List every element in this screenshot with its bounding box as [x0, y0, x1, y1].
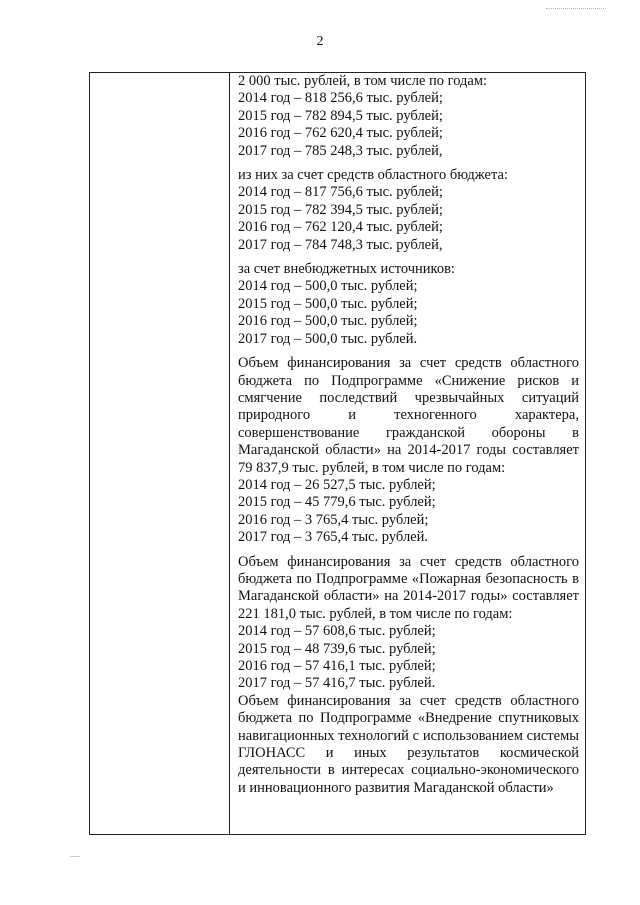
year-line: 2015 год – 48 739,6 тыс. рублей; — [238, 640, 436, 657]
year-line: 2015 год – 782 394,5 тыс. рублей; — [238, 201, 443, 218]
year-line: 2016 год – 762 620,4 тыс. рублей; — [238, 125, 443, 142]
text-line: за счет внебюджетных источников: — [238, 261, 455, 278]
year-line: 2014 год – 818 256,6 тыс. рублей; — [238, 90, 443, 107]
year-line: 2017 год – 500,0 тыс. рублей. — [238, 330, 418, 347]
year-line: 2015 год – 500,0 тыс. рублей; — [238, 295, 418, 312]
year-line: 2017 год – 784 748,3 тыс. рублей, — [238, 236, 443, 253]
year-line: 2016 год – 762 120,4 тыс. рублей; — [238, 219, 443, 236]
year-line: 2014 год – 500,0 тыс. рублей; — [238, 278, 418, 295]
year-line: 2014 год – 817 756,6 тыс. рублей; — [238, 184, 443, 201]
year-line: 2017 год – 3 765,4 тыс. рублей. — [238, 529, 429, 546]
document-table — [89, 72, 586, 835]
year-line: 2014 год – 57 608,6 тыс. рублей; — [238, 623, 436, 640]
subprogram-paragraph: Объем финансирования за счет средств областного бюджета по Подпрограмме «Пожарная безопасность в Магаданской области» на 2014-2017 годы» составляет 221 181,0 тыс. рублей, в том числе по годам: — [238, 553, 579, 622]
year-line: 2016 год – 3 765,4 тыс. рублей; — [238, 511, 429, 528]
year-line: 2015 год – 45 779,6 тыс. рублей; — [238, 494, 436, 511]
text-line: 2 000 тыс. рублей, в том числе по годам: — [238, 73, 488, 89]
glonass-subprogram-block — [238, 693, 579, 797]
page-number: 2 — [316, 34, 324, 49]
emergency-subprogram-block — [238, 355, 579, 546]
year-line: 2016 год – 57 416,1 тыс. рублей; — [238, 658, 436, 674]
extrabudgetary-block — [238, 261, 579, 348]
column-divider — [229, 73, 230, 834]
table-right-cell — [238, 73, 579, 797]
year-line: 2017 год – 785 248,3 тыс. рублей, — [238, 142, 443, 159]
year-line: 2016 год – 500,0 тыс. рублей; — [238, 313, 418, 330]
year-line: 2017 год – 57 416,7 тыс. рублей. — [238, 675, 436, 692]
regional-budget-block — [238, 167, 579, 254]
text-line: из них за счет средств областного бюджета: — [238, 167, 508, 184]
total-funding-block — [238, 73, 579, 160]
scan-artifact — [70, 856, 80, 858]
year-line: 2015 год – 782 894,5 тыс. рублей; — [238, 107, 443, 124]
subprogram-paragraph: Объем финансирования за счет средств областного бюджета по Подпрограмме «Внедрение спутниковых навигационных технологий с использованием системы ГЛОНАСС и иных результатов космической деятельности в интересах социально-экономического и инновационного развития Магаданской области» — [238, 692, 579, 796]
subprogram-paragraph: Объем финансирования за счет средств областного бюджета по Подпрограмме «Снижение рисков и смягчение последствий чрезвычайных ситуаций природного и техногенного характера, совершенствование гражданской обороны в Магаданской области» на 2014-2017 годы составляет 79 837,9 тыс. рублей, в том числе по годам: — [238, 355, 579, 476]
fire-safety-subprogram-block — [238, 554, 579, 693]
scan-artifact — [546, 8, 606, 10]
year-line: 2014 год – 26 527,5 тыс. рублей; — [238, 476, 436, 493]
